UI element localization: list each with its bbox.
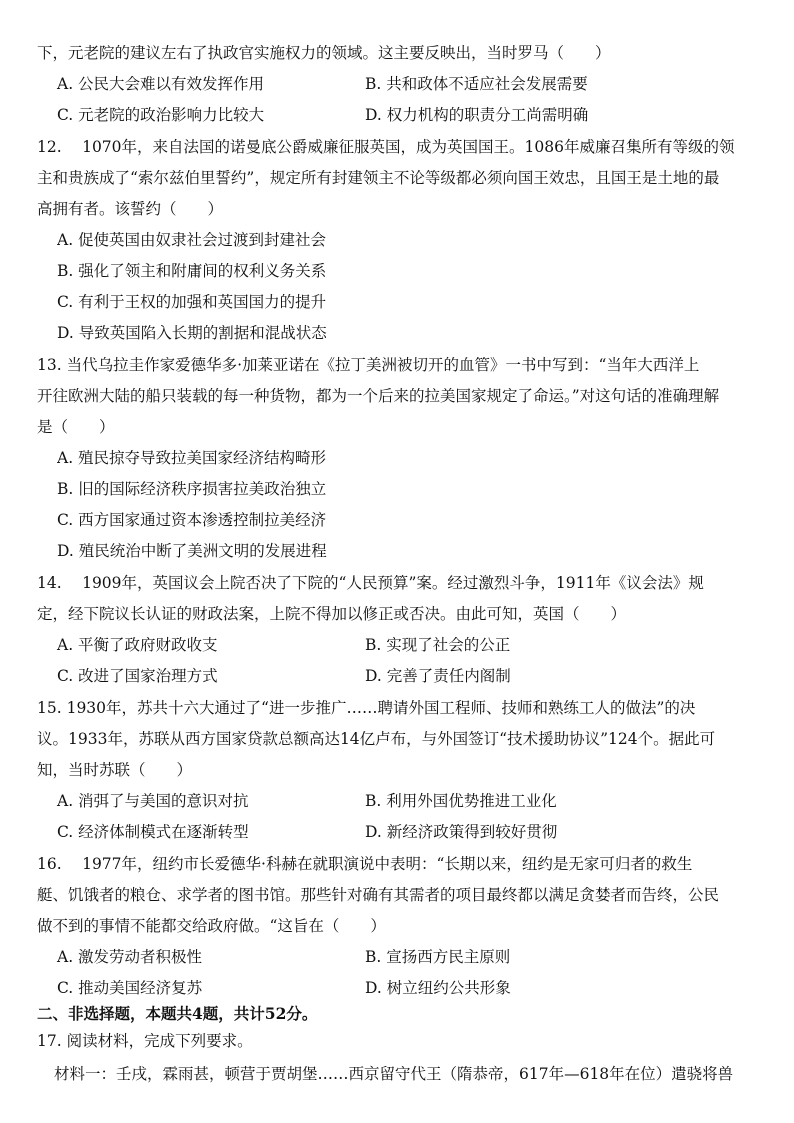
q15-option-c[interactable]: C. 经济体制模式在逐渐转型 bbox=[57, 823, 249, 841]
q13-stem-line-1: 13. 当代乌拉圭作家爱德华多·加莱亚诺在《拉丁美洲被切开的血管》一书中写到：“当年大西洋上 bbox=[37, 356, 700, 374]
q12-option-d[interactable]: D. 导致英国陷入长期的割据和混战状态 bbox=[57, 324, 327, 342]
q11-option-a[interactable]: A. 公民大会难以有效发挥作用 bbox=[57, 75, 265, 93]
q13-stem-line-2: 开往欧洲大陆的船只装载的每一种货物，都为一个后来的拉美国家规定了命运。”对这句话的准确理解 bbox=[37, 387, 720, 405]
q15-option-b[interactable]: B. 利用外国优势推进工业化 bbox=[365, 792, 557, 810]
q13-option-b[interactable]: B. 旧的国际经济秩序损害拉美政治独立 bbox=[57, 480, 327, 498]
q11-option-c[interactable]: C. 元老院的政治影响力比较大 bbox=[57, 106, 265, 124]
q15-stem-line-3: 知，当时苏联（ ） bbox=[37, 761, 193, 779]
q11-option-b[interactable]: B. 共和政体不适应社会发展需要 bbox=[365, 75, 588, 93]
q14-option-a[interactable]: A. 平衡了政府财政收支 bbox=[57, 636, 218, 654]
q12-option-c[interactable]: C. 有利于王权的加强和英国国力的提升 bbox=[57, 293, 327, 311]
q16-option-d[interactable]: D. 树立纽约公共形象 bbox=[365, 979, 511, 997]
q15-stem-line-1: 15. 1930年，苏共十六大通过了“进一步推广……聘请外国工程师、技师和熟练工人的做法”的决 bbox=[37, 699, 696, 717]
q16-stem-line-2: 艇、饥饿者的粮仓、求学者的图书馆。那些针对确有其需者的项目最终都以满足贪婪者而告终，公民 bbox=[37, 886, 720, 904]
section-heading: 二、非选择题，本题共4题，共计52分。 bbox=[37, 1004, 318, 1023]
q16-option-c[interactable]: C. 推动美国经济复苏 bbox=[57, 979, 203, 997]
q13-option-c[interactable]: C. 西方国家通过资本渗透控制拉美经济 bbox=[57, 511, 327, 529]
q13-stem-line-3: 是（ ） bbox=[37, 418, 115, 436]
q13-option-a[interactable]: A. 殖民掠夺导致拉美国家经济结构畸形 bbox=[57, 449, 327, 467]
q12-option-b[interactable]: B. 强化了领主和附庸间的权利义务关系 bbox=[57, 262, 327, 280]
q14-option-d[interactable]: D. 完善了责任内阁制 bbox=[365, 667, 511, 685]
q17-material-line: 材料一：壬戌，霖雨甚，顿营于贾胡堡……西京留守代王（隋恭帝，617年—618年在位）遣骁将兽 bbox=[54, 1065, 734, 1083]
q14-stem-line-2: 定，经下院议长认证的财政法案，上院不得加以修正或否决。由此可知，英国（ ） bbox=[37, 605, 627, 623]
q11-stem-line: 下，元老院的建议左右了执政官实施权力的领域。这主要反映出，当时罗马（ ） bbox=[37, 44, 611, 62]
q14-option-c[interactable]: C. 改进了国家治理方式 bbox=[57, 667, 218, 685]
q15-option-d[interactable]: D. 新经济政策得到较好贯彻 bbox=[365, 823, 558, 841]
q11-option-d[interactable]: D. 权力机构的职责分工尚需明确 bbox=[365, 106, 589, 124]
q15-option-a[interactable]: A. 消弭了与美国的意识对抗 bbox=[57, 792, 249, 810]
q12-stem-line-2: 主和贵族成了“索尔兹伯里誓约”，规定所有封建领主不论等级都必须向国王效忠，且国王是土地的最 bbox=[37, 169, 720, 187]
q16-stem-line-1: 16. 1977年，纽约市长爱德华·科赫在就职演说中表明：“长期以来，纽约是无家可归者的救生 bbox=[37, 855, 693, 873]
q13-option-d[interactable]: D. 殖民统治中断了美洲文明的发展进程 bbox=[57, 542, 327, 560]
q12-stem-line-1: 12. 1070年，来自法国的诺曼底公爵威廉征服英国，成为英国国王。1086年威廉召集所有等级的领 bbox=[37, 138, 735, 156]
q15-stem-line-2: 议。1933年，苏联从西方国家贷款总额高达14亿卢布，与外国签订“技术援助协议”124个。据此可 bbox=[37, 730, 716, 748]
q14-stem-line-1: 14. 1909年，英国议会上院否决了下院的“人民预算”案。经过激烈斗争，1911年《议会法》规 bbox=[37, 574, 704, 592]
q16-option-a[interactable]: A. 激发劳动者积极性 bbox=[57, 948, 203, 966]
q12-stem-line-3: 高拥有者。该誓约（ ） bbox=[37, 200, 224, 218]
q16-option-b[interactable]: B. 宣扬西方民主原则 bbox=[365, 948, 511, 966]
q14-option-b[interactable]: B. 实现了社会的公正 bbox=[365, 636, 511, 654]
q16-stem-line-3: 做不到的事情不能都交给政府做。“这旨在（ ） bbox=[37, 917, 386, 935]
q12-option-a[interactable]: A. 促使英国由奴隶社会过渡到封建社会 bbox=[57, 231, 327, 249]
q17-intro: 17. 阅读材料，完成下列要求。 bbox=[37, 1032, 253, 1050]
